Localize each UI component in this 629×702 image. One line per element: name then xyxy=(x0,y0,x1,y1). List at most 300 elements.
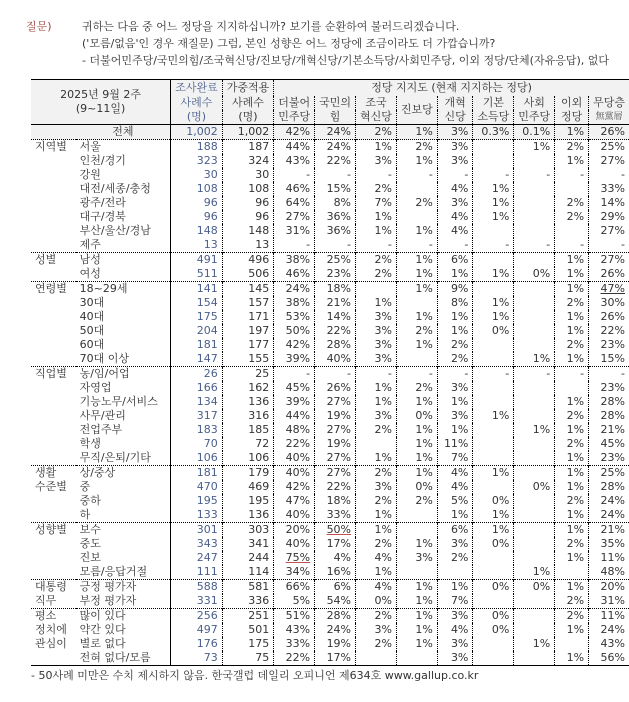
percent-value: 0% xyxy=(415,409,433,422)
row-label: 전혀 없다/모름 xyxy=(76,651,171,666)
percent-value: 1% xyxy=(532,565,551,578)
support-percent xyxy=(315,437,356,451)
weighted-count: 496 xyxy=(222,253,274,268)
support-percent xyxy=(274,594,315,609)
percent-value: 22% xyxy=(326,480,352,493)
percent-value: - xyxy=(621,367,625,380)
support-percent xyxy=(315,338,356,352)
table-row xyxy=(31,494,629,508)
support-percent xyxy=(396,451,437,466)
support-percent xyxy=(396,267,437,282)
percent-value: 24% xyxy=(600,623,625,636)
row-category: 생활 xyxy=(31,466,76,481)
percent-value: 1% xyxy=(532,352,551,365)
percent-value: 1% xyxy=(566,310,585,323)
support-percent xyxy=(274,466,315,481)
row-category xyxy=(31,168,76,182)
support-percent xyxy=(356,580,397,595)
support-percent xyxy=(274,140,315,155)
row-category xyxy=(31,395,76,409)
row-label: 별로 없다 xyxy=(76,637,171,651)
percent-value: 38% xyxy=(285,296,311,309)
support-percent xyxy=(315,224,356,238)
support-percent xyxy=(315,594,356,609)
table-row xyxy=(31,609,629,624)
support-percent xyxy=(437,466,473,481)
percent-value: 54% xyxy=(326,594,352,607)
percent-value: 2% xyxy=(415,196,433,209)
completed-count: 26 xyxy=(171,367,223,382)
party-header-reform-l2: 신당 xyxy=(437,110,473,125)
percent-value: 6% xyxy=(450,253,469,266)
support-percent xyxy=(589,324,629,338)
percent-value: 35% xyxy=(600,537,625,550)
percent-value: 27% xyxy=(326,395,352,408)
percent-value: 1% xyxy=(450,395,469,408)
percent-value: 17% xyxy=(326,537,352,550)
question-line: 귀하는 다음 중 어느 정당을 지지하십니까? 보기를 순환하여 불러드리겠습니다. xyxy=(82,20,460,33)
support-percent xyxy=(555,437,589,451)
percent-value: 0% xyxy=(491,324,510,337)
table-row xyxy=(31,267,629,282)
row-category: 평소 xyxy=(31,609,76,624)
percent-value: - xyxy=(347,238,352,251)
party-header-social-democratic-l2: 민주당 xyxy=(514,110,555,125)
support-percent xyxy=(356,537,397,551)
footnote: - 50사례 미만은 수치 제시하지 않음. 한국갤럽 데일리 오피니언 제634호 www.gallup.co.kr xyxy=(31,669,479,682)
weighted-count-header-l2: 사례수 xyxy=(222,96,274,110)
support-percent xyxy=(555,395,589,409)
percent-value: 3% xyxy=(450,651,469,664)
support-percent xyxy=(555,565,589,580)
percent-value: 16% xyxy=(326,565,352,578)
support-percent xyxy=(396,282,437,297)
percent-value: - xyxy=(546,238,551,251)
support-percent xyxy=(315,210,356,224)
support-percent xyxy=(274,224,315,238)
percent-value: 25% xyxy=(600,466,625,479)
completed-count: 96 xyxy=(171,210,223,224)
percent-value: 1% xyxy=(415,267,433,280)
percent-value: 0% xyxy=(491,623,510,636)
weighted-count: 177 xyxy=(222,338,274,352)
percent-value: 1% xyxy=(566,267,585,280)
support-percent xyxy=(589,594,629,609)
support-percent xyxy=(555,324,589,338)
support-percent xyxy=(555,508,589,523)
percent-value: 36% xyxy=(326,210,352,223)
percent-value: 8% xyxy=(450,296,469,309)
percent-value: - xyxy=(621,168,625,181)
row-label: 상/중상 xyxy=(76,466,171,481)
row-category xyxy=(31,437,76,451)
weighted-count: 30 xyxy=(222,168,274,182)
support-percent xyxy=(514,381,555,395)
support-percent xyxy=(437,494,473,508)
percent-value: 3% xyxy=(374,409,392,422)
support-percent xyxy=(473,537,514,551)
question-text xyxy=(82,18,609,69)
support-percent xyxy=(514,182,555,196)
support-percent xyxy=(315,537,356,551)
support-percent xyxy=(555,282,589,297)
table-row xyxy=(31,594,629,609)
percent-value: 19% xyxy=(326,637,352,650)
support-percent xyxy=(274,451,315,466)
row-category xyxy=(31,125,76,140)
support-percent xyxy=(274,423,315,437)
table-row xyxy=(31,367,629,382)
support-percent xyxy=(315,324,356,338)
weighted-count: 324 xyxy=(222,154,274,168)
support-percent xyxy=(514,338,555,352)
completed-count: 141 xyxy=(171,282,223,297)
percent-value: 1% xyxy=(415,154,433,167)
weighted-count: 303 xyxy=(222,523,274,538)
support-percent xyxy=(356,338,397,352)
row-category: 지역별 xyxy=(31,140,76,155)
percent-value: 3% xyxy=(374,480,392,493)
support-percent xyxy=(514,196,555,210)
support-percent xyxy=(437,182,473,196)
support-percent xyxy=(315,282,356,297)
support-percent xyxy=(589,338,629,352)
support-percent xyxy=(274,367,315,382)
support-percent xyxy=(356,310,397,324)
row-category xyxy=(31,267,76,282)
party-header-rebuilding: 조국 xyxy=(356,96,397,110)
completed-count: 133 xyxy=(171,508,223,523)
row-label: 강원 xyxy=(76,168,171,182)
weighted-count: 96 xyxy=(222,196,274,210)
support-percent xyxy=(396,494,437,508)
support-percent xyxy=(589,168,629,182)
support-percent xyxy=(514,224,555,238)
support-percent xyxy=(473,508,514,523)
support-percent xyxy=(356,508,397,523)
percent-value: 1% xyxy=(374,508,392,521)
percent-value: 1% xyxy=(374,296,392,309)
support-percent xyxy=(589,494,629,508)
percent-value: 26% xyxy=(326,381,352,394)
support-percent xyxy=(555,551,589,565)
support-percent xyxy=(356,168,397,182)
percent-value: 27% xyxy=(600,224,625,237)
support-percent xyxy=(555,168,589,182)
support-percent xyxy=(396,338,437,352)
percent-value: 3% xyxy=(415,551,433,564)
support-percent xyxy=(514,551,555,565)
support-percent xyxy=(437,352,473,367)
support-percent xyxy=(315,395,356,409)
percent-value: 0% xyxy=(491,537,510,550)
support-percent xyxy=(514,580,555,595)
support-percent xyxy=(437,367,473,382)
support-percent xyxy=(315,451,356,466)
percent-value: 2% xyxy=(566,594,585,607)
row-label: 진보 xyxy=(76,551,171,565)
support-percent xyxy=(396,367,437,382)
percent-value: 3% xyxy=(374,154,392,167)
percent-value: 1% xyxy=(374,381,392,394)
support-percent xyxy=(514,310,555,324)
row-label: 자영업 xyxy=(76,381,171,395)
support-percent xyxy=(274,125,315,140)
table-row xyxy=(31,423,629,437)
support-percent xyxy=(437,210,473,224)
completed-count: 154 xyxy=(171,296,223,310)
support-percent xyxy=(473,140,514,155)
row-label: 중도 xyxy=(76,537,171,551)
percent-value: 42% xyxy=(285,480,311,493)
support-percent xyxy=(514,267,555,282)
row-category xyxy=(31,409,76,423)
percent-value: 17% xyxy=(326,651,352,664)
percent-value: 1% xyxy=(566,395,585,408)
support-percent xyxy=(555,651,589,666)
percent-value: 3% xyxy=(450,609,469,622)
support-percent xyxy=(315,494,356,508)
support-percent xyxy=(555,267,589,282)
percent-value: 22% xyxy=(285,651,311,664)
completed-count: 175 xyxy=(171,310,223,324)
weighted-count: 145 xyxy=(222,282,274,297)
percent-value: 21% xyxy=(326,296,352,309)
row-category xyxy=(31,451,76,466)
weighted-count: 75 xyxy=(222,651,274,666)
support-percent xyxy=(356,324,397,338)
support-percent xyxy=(473,480,514,494)
percent-value: 42% xyxy=(285,338,311,351)
percent-value: - xyxy=(306,238,311,251)
percent-value: 7% xyxy=(450,451,469,464)
support-percent xyxy=(589,395,629,409)
support-percent xyxy=(437,523,473,538)
percent-value: - xyxy=(306,367,311,380)
percent-value: - xyxy=(428,367,433,380)
support-percent xyxy=(315,296,356,310)
row-label: 여성 xyxy=(76,267,171,282)
percent-value: 6% xyxy=(333,580,352,593)
percent-value: 1% xyxy=(491,296,510,309)
percent-value: 1% xyxy=(415,437,433,450)
percent-value: 1% xyxy=(450,508,469,521)
percent-value: - xyxy=(306,168,311,181)
weighted-count: 162 xyxy=(222,381,274,395)
percent-value: 3% xyxy=(374,338,392,351)
support-percent xyxy=(555,367,589,382)
percent-value: 44% xyxy=(285,140,311,153)
support-percent xyxy=(274,437,315,451)
percent-value: 48% xyxy=(600,565,625,578)
support-percent xyxy=(274,580,315,595)
percent-value: - xyxy=(428,168,433,181)
percent-value: 27% xyxy=(326,451,352,464)
support-percent xyxy=(396,381,437,395)
weighted-count: 25 xyxy=(222,367,274,382)
row-category xyxy=(31,565,76,580)
percent-value: 3% xyxy=(450,381,469,394)
table-row xyxy=(31,210,629,224)
percent-value: 46% xyxy=(285,182,311,195)
support-percent xyxy=(589,623,629,637)
support-percent xyxy=(555,125,589,140)
percent-value: 1% xyxy=(566,282,585,295)
percent-value: 50% xyxy=(285,324,311,337)
support-percent xyxy=(514,395,555,409)
percent-value: 28% xyxy=(600,395,625,408)
percent-value: 1% xyxy=(415,623,433,636)
support-percent xyxy=(274,267,315,282)
row-category xyxy=(31,651,76,666)
support-percent xyxy=(473,451,514,466)
percent-value: 3% xyxy=(374,623,392,636)
completed-count: 195 xyxy=(171,494,223,508)
support-percent xyxy=(473,437,514,451)
percent-value: 1% xyxy=(532,637,551,650)
percent-value: 1% xyxy=(566,253,585,266)
support-percent xyxy=(514,437,555,451)
percent-value: 1% xyxy=(491,196,510,209)
row-category: 정치에 xyxy=(35,623,67,636)
row-category xyxy=(31,196,76,210)
row-category xyxy=(31,494,76,508)
row-label: 보수 xyxy=(76,523,171,538)
party-header-progressive: 진보당 xyxy=(396,96,437,125)
percent-value: 1% xyxy=(532,140,551,153)
support-percent xyxy=(473,494,514,508)
completed-count: 204 xyxy=(171,324,223,338)
percent-value: 1% xyxy=(566,580,585,593)
weighted-count: 244 xyxy=(222,551,274,565)
support-percent xyxy=(589,352,629,367)
support-percent xyxy=(473,594,514,609)
support-percent xyxy=(589,651,629,666)
percent-value: 40% xyxy=(285,537,311,550)
percent-value: 27% xyxy=(285,210,311,223)
support-percent xyxy=(437,238,473,253)
support-percent xyxy=(514,494,555,508)
support-percent xyxy=(555,238,589,253)
completed-count-header: 조사완료 xyxy=(171,80,223,97)
support-percent xyxy=(437,637,473,651)
support-percent xyxy=(514,140,555,155)
support-percent xyxy=(514,210,555,224)
support-percent xyxy=(473,324,514,338)
percent-value: 18% xyxy=(326,282,352,295)
percent-value: 1% xyxy=(566,451,585,464)
row-category xyxy=(31,352,76,367)
support-percent xyxy=(473,224,514,238)
row-category xyxy=(31,508,76,523)
row-category xyxy=(31,381,76,395)
completed-count: 183 xyxy=(171,423,223,437)
support-percent xyxy=(274,623,315,637)
support-percent xyxy=(315,267,356,282)
support-percent xyxy=(555,140,589,155)
percent-value: 18% xyxy=(326,494,352,507)
percent-value: 0% xyxy=(491,494,510,507)
completed-count: 147 xyxy=(171,352,223,367)
support-percent xyxy=(473,310,514,324)
support-percent xyxy=(274,310,315,324)
completed-count: 181 xyxy=(171,466,223,481)
support-percent xyxy=(589,224,629,238)
percent-value: 1% xyxy=(415,125,433,138)
support-percent xyxy=(356,154,397,168)
party-header-basic-income: 기본 xyxy=(473,96,514,110)
support-percent xyxy=(274,253,315,268)
percent-value: 1% xyxy=(491,466,510,479)
table-row xyxy=(31,395,629,409)
weighted-count: 251 xyxy=(222,609,274,624)
support-percent xyxy=(514,154,555,168)
percent-value: 3% xyxy=(450,140,469,153)
weighted-count: 501 xyxy=(222,623,274,637)
weighted-count: 136 xyxy=(222,508,274,523)
percent-value: 24% xyxy=(326,125,352,138)
weighted-count: 155 xyxy=(222,352,274,367)
table-row xyxy=(31,623,629,637)
party-header-rebuilding-l2: 혁신당 xyxy=(356,110,397,125)
table-row xyxy=(31,125,629,140)
support-percent xyxy=(437,480,473,494)
percent-value: 5% xyxy=(450,494,469,507)
support-percent xyxy=(473,367,514,382)
percent-value: 43% xyxy=(600,637,625,650)
table-row xyxy=(31,296,629,310)
row-category xyxy=(31,324,76,338)
percent-value: 1% xyxy=(566,423,585,436)
row-category xyxy=(31,537,76,551)
percent-value: - xyxy=(505,238,510,251)
completed-count: 323 xyxy=(171,154,223,168)
table-row xyxy=(31,437,629,451)
support-percent xyxy=(473,423,514,437)
support-percent xyxy=(473,253,514,268)
support-percent xyxy=(589,451,629,466)
percent-value: 2% xyxy=(415,324,433,337)
percent-value: 1% xyxy=(374,451,392,464)
row-category: 성별 xyxy=(31,253,76,268)
row-category xyxy=(31,224,76,238)
support-percent xyxy=(589,125,629,140)
support-percent xyxy=(589,551,629,565)
row-category xyxy=(31,551,76,565)
percent-value: 2% xyxy=(374,494,392,507)
completed-count-header-l2: 사례수 xyxy=(171,96,223,110)
percent-value: 1% xyxy=(532,423,551,436)
percent-value: 1% xyxy=(450,310,469,323)
percent-value: 2% xyxy=(415,494,433,507)
percent-value: 27% xyxy=(326,466,352,479)
support-percent xyxy=(473,409,514,423)
support-percent xyxy=(274,196,315,210)
percent-value: 1% xyxy=(566,154,585,167)
percent-value: 23% xyxy=(600,451,625,464)
support-percent xyxy=(555,296,589,310)
support-percent xyxy=(555,423,589,437)
percent-value: - xyxy=(621,238,625,251)
table-row xyxy=(31,282,629,297)
completed-count-unit: (명) xyxy=(171,110,223,125)
percent-value: 50% xyxy=(326,523,352,536)
support-percent xyxy=(356,238,397,253)
percent-value: 1% xyxy=(491,267,510,280)
support-percent xyxy=(555,494,589,508)
weighted-count: 179 xyxy=(222,466,274,481)
percent-value: 47% xyxy=(285,494,311,507)
